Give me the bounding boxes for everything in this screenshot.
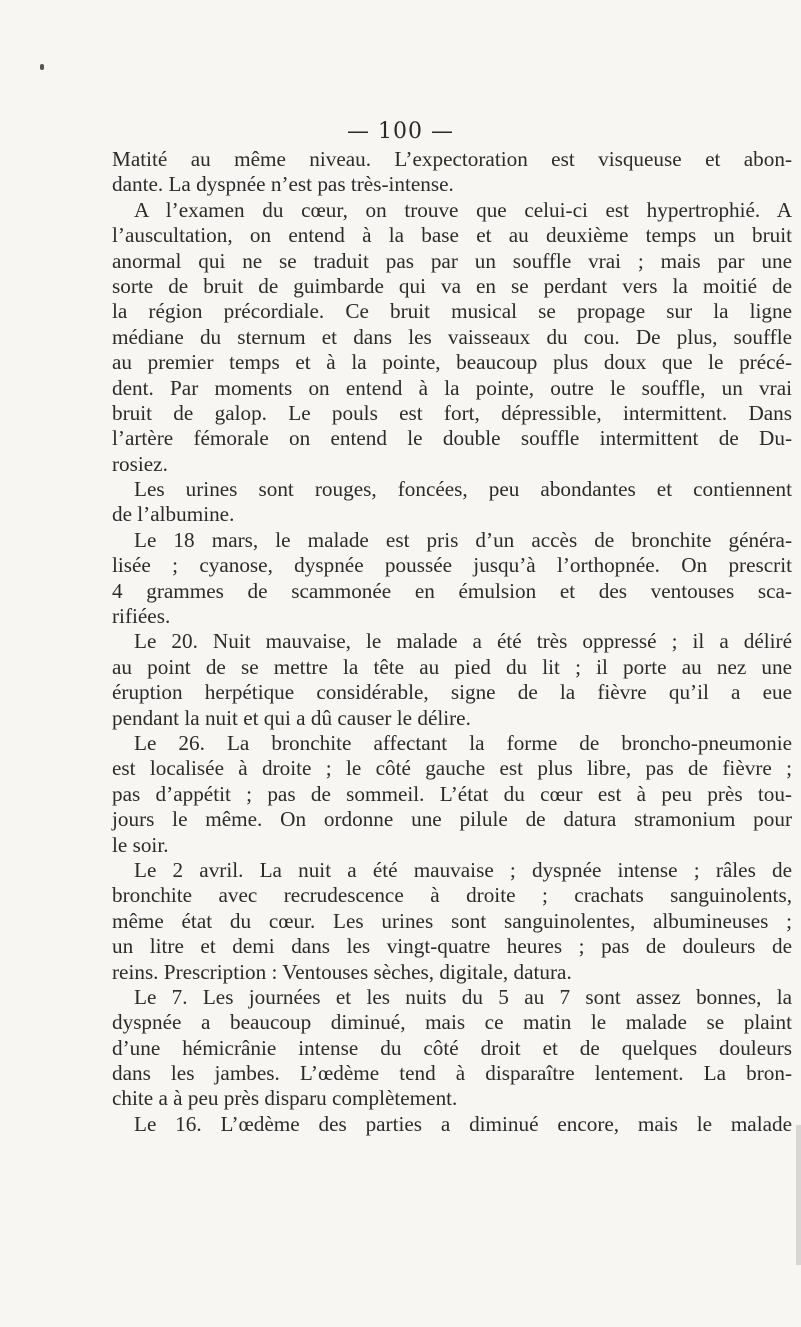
text-line: rifiées. [112, 604, 171, 629]
text-line: pas d’appétit ; pas de sommeil. L’état du cœur est à peu près tou- [112, 781, 792, 806]
text-line: de l’albumine. [112, 502, 235, 527]
text-line: reins. Prescription : Ventouses sèches, digitale, datura. [112, 959, 572, 984]
text-line: Le 26. La bronchite affectant la forme de broncho-pneumonie [134, 730, 792, 755]
page-edge-shadow [796, 1125, 801, 1265]
ink-speck [40, 64, 44, 70]
text-line: dante. La dyspnée n’est pas très-intense. [112, 172, 454, 197]
text-line: chite a à peu près disparu complètement. [112, 1086, 458, 1111]
text-line: Matité au même niveau. L’expectoration est visqueuse et abon- [112, 147, 792, 171]
body-text [112, 147, 792, 1137]
text-line: bruit de galop. Le pouls est fort, dépressible, intermittent. Dans [112, 400, 792, 425]
text-line: au premier temps et à la pointe, beaucoup plus doux que le précé- [112, 350, 792, 375]
text-line: un litre et demi dans les vingt-quatre heures ; pas de douleurs de [112, 934, 792, 959]
text-line: A l’examen du cœur, on trouve que celui-ci est hypertrophié. A [134, 197, 792, 222]
text-line: d’une hémicrânie intense du côté droit et de quelques douleurs [112, 1035, 792, 1060]
text-line: Le 18 mars, le malade est pris d’un accès de bronchite généra- [134, 527, 792, 552]
text-line: Le 16. L’œdème des parties a diminué encore, mais le malade [134, 1111, 792, 1136]
text-line: sorte de bruit de guimbarde qui va en se perdant vers la moitié de [112, 273, 792, 298]
text-line: anormal qui ne se traduit pas par un souffle vrai ; mais par une [112, 248, 792, 273]
text-line: au point de se mettre la tête au pied du lit ; il porte au nez une [112, 654, 792, 679]
text-line: même état du cœur. Les urines sont sanguinolentes, albumineuses ; [112, 908, 792, 933]
text-line: Les urines sont rouges, foncées, peu abondantes et contiennent [134, 477, 792, 502]
text-line: 4 grammes de scammonée en émulsion et des ventouses sca- [112, 578, 792, 603]
text-line: rosiez. [112, 451, 168, 476]
text-line: l’artère fémorale on entend le double souffle intermittent de Du- [112, 426, 792, 451]
text-line: dyspnée a beaucoup diminué, mais ce matin le malade se plaint [112, 1010, 792, 1035]
text-line: est localisée à droite ; le côté gauche est plus libre, pas de fièvre ; [112, 756, 792, 781]
text-line: dent. Par moments on entend à la pointe, outre le souffle, un vrai [112, 375, 792, 400]
text-line: jours le même. On ordonne une pilule de datura stramonium pour [112, 807, 792, 832]
text-line: éruption herpétique considérable, signe de la fièvre qu’il a eue [112, 680, 792, 705]
text-line: le soir. [112, 832, 169, 857]
text-line: dans les jambes. L’œdème tend à disparaître lentement. La bron- [112, 1061, 792, 1086]
page-number: — 100 — [347, 119, 454, 144]
text-line: Le 7. Les journées et les nuits du 5 au 7 sont assez bonnes, la [134, 984, 792, 1009]
text-line: l’auscultation, on entend à la base et au deuxième temps un bruit [112, 223, 792, 248]
text-line: médiane du sternum et dans les vaisseaux du cou. De plus, souffle [112, 324, 792, 349]
text-line: bronchite avec recrudescence à droite ; crachats sanguinolents, [112, 883, 792, 908]
text-line: la région précordiale. Ce bruit musical se propage sur la ligne [112, 299, 792, 324]
text-line: Le 20. Nuit mauvaise, le malade a été très oppressé ; il a déliré [134, 629, 792, 654]
text-line: Le 2 avril. La nuit a été mauvaise ; dyspnée intense ; râles de [134, 857, 792, 882]
text-line: pendant la nuit et qui a dû causer le délire. [112, 705, 471, 730]
text-line: lisée ; cyanose, dyspnée poussée jusqu’à l’orthopnée. On prescrit [112, 553, 792, 578]
